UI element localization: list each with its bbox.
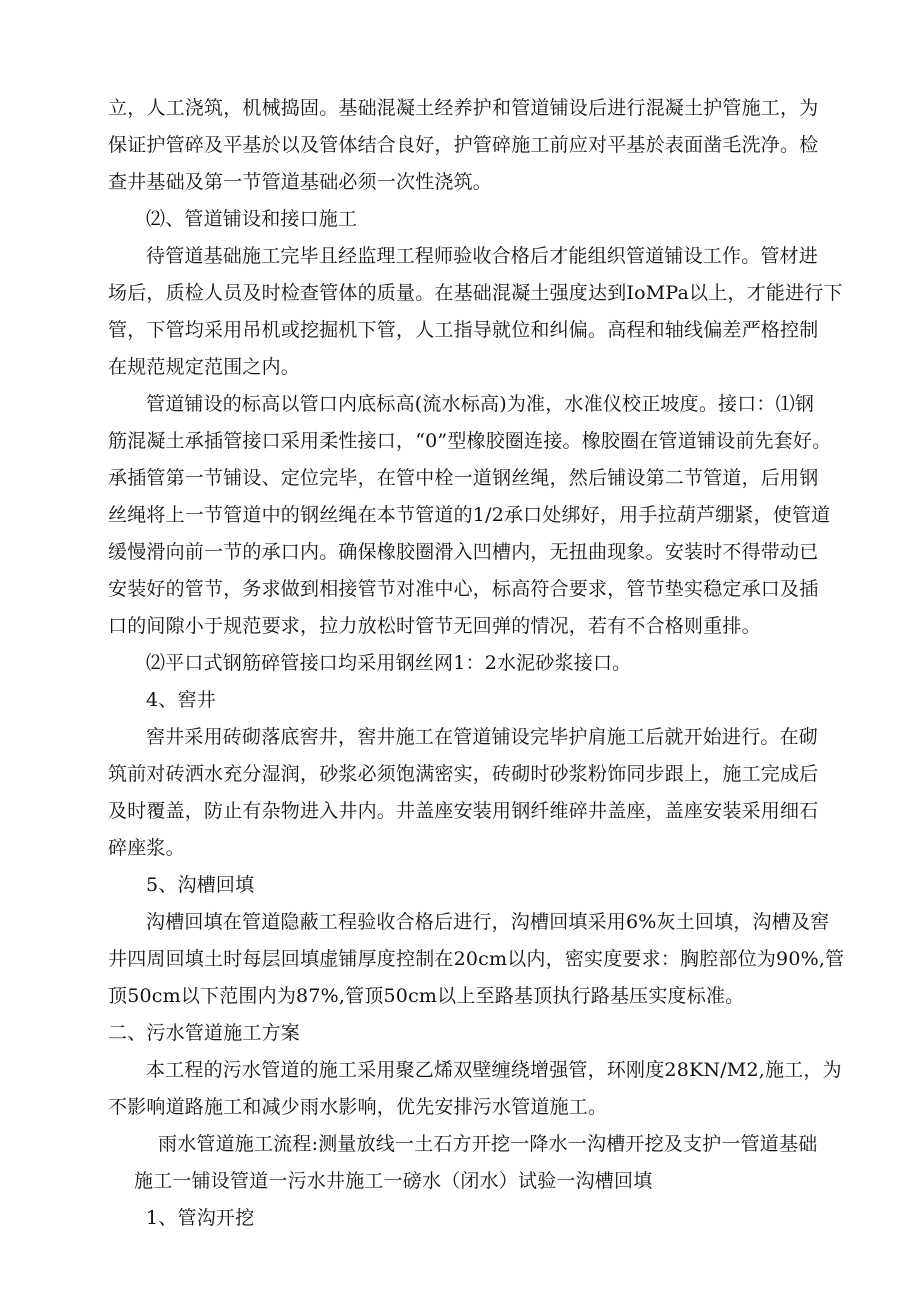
section-heading: 5、沟槽回填: [146, 874, 255, 896]
paragraph-line: 筑前对砖洒水充分湿润，砂浆必须饱满密实，砖砌时砂浆粉饰同步跟上，施工完成后: [108, 763, 819, 785]
paragraph-line: 查井基础及第一节管道基础必须一次性浇筑。: [108, 171, 493, 193]
paragraph-line: 顶50cm以下范围内为87%,管顶50cm以上至路基顶执行路基压实度标准。: [108, 985, 745, 1007]
paragraph-line: 窖井采用砖砌落底窖井，窖井施工在管道铺设完毕护肩施工后就开始进行。在砌: [146, 726, 819, 748]
section-heading: ⑵、管道铺设和接口施工: [146, 208, 358, 230]
paragraph-line: 施工一铺设管道一污水井施工一磅水（闭水）试验一沟槽回填: [134, 1170, 653, 1192]
paragraph-line: 缓慢滑向前一节的承口内。确保橡胶圈滑入凹槽内，无扭曲现象。安装时不得带动已: [108, 541, 819, 563]
paragraph-line: 管道铺设的标高以管口内底标高(流水标高)为准，水准仪校正坡度。接口：⑴钢: [146, 393, 815, 415]
paragraph-line: 立，人工浇筑，机械捣固。基础混凝土经养护和管道铺设后进行混凝土护管施工，为: [108, 97, 819, 119]
section-heading: 1、管沟开挖: [146, 1207, 255, 1229]
paragraph-line: 沟槽回填在管道隐蔽工程验收合格后进行，沟槽回填采用6%灰土回填，沟槽及窖: [146, 911, 830, 933]
paragraph-line: ⑵平口式钢筋碎管接口均采用钢丝网1：2水泥砂浆接口。: [146, 652, 632, 674]
paragraph-line: 丝绳将上一节管道中的钢丝绳在本节管道的1/2承口处绑好，用手拉葫芦绷紧，使管道: [108, 504, 831, 526]
paragraph-line: 承插管第一节铺设、定位完毕，在管中栓一道钢丝绳，然后铺设第二节管道，后用钢: [108, 467, 819, 489]
paragraph-line: 及时覆盖，防止有杂物进入井内。井盖座安装用钢纤维碎井盖座，盖座安装采用细石: [108, 800, 819, 822]
paragraph-line: 待管道基础施工完毕且经监理工程师验收合格后才能组织管道铺设工作。管材进: [146, 245, 819, 267]
paragraph-line: 在规范规定范围之内。: [108, 356, 301, 378]
paragraph-line: 雨水管道施工流程:测量放线一土石方开挖一降水一沟槽开挖及支护一管道基础: [158, 1133, 818, 1155]
section-heading: 4、窖井: [146, 689, 216, 711]
paragraph-line: 筋混凝土承插管接口采用柔性接口，“0”型橡胶圈连接。橡胶圈在管道铺设前先套好。: [108, 430, 832, 452]
paragraph-line: 保证护管碎及平基於以及管体结合良好，护管碎施工前应对平基於表面凿毛洗净。检: [108, 134, 819, 156]
paragraph-line: 本工程的污水管道的施工采用聚乙烯双壁缠绕增强管，环刚度28KN/M2,施工，为: [146, 1059, 842, 1081]
paragraph-line: 碎座浆。: [108, 837, 185, 859]
paragraph-line: 管，下管均采用吊机或挖掘机下管，人工指导就位和纠偏。高程和轴线偏差严格控制: [108, 319, 819, 341]
paragraph-line: 场后，质检人员及时检查管体的质量。在基础混凝土强度达到IoMPa以上，才能进行下: [108, 282, 843, 304]
paragraph-line: 井四周回填土时每层回填虚铺厚度控制在20cm以内，密实度要求：胸腔部位为90%,管: [108, 948, 845, 970]
paragraph-line: 安装好的管节，务求做到相接管节对准中心，标高符合要求，管节垫实稳定承口及插: [108, 578, 819, 600]
paragraph-line: 不影响道路施工和减少雨水影响，优先安排污水管道施工。: [108, 1096, 608, 1118]
paragraph-line: 口的间隙小于规范要求，拉力放松时管节无回弹的情况，若有不合格则重排。: [108, 615, 761, 637]
section-heading: 二、污水管道施工方案: [108, 1022, 301, 1044]
